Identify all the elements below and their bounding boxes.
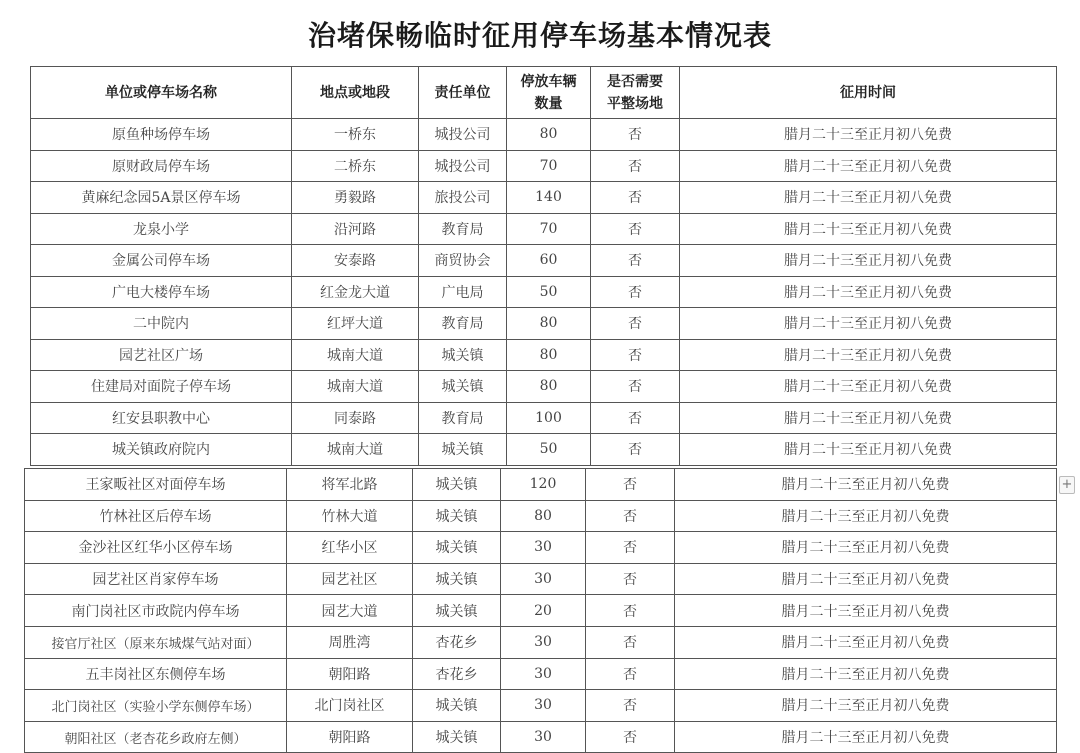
cell-leveling: 否 xyxy=(586,595,675,627)
table-row xyxy=(31,119,1057,151)
cell-name: 南门岗社区市政院内停车场 xyxy=(25,595,287,627)
cell-capacity: 30 xyxy=(501,721,586,753)
cell-leveling: 否 xyxy=(586,500,675,532)
cell-unit: 城关镇 xyxy=(419,434,507,466)
cell-time: 腊月二十三至正月初八免费 xyxy=(675,595,1057,627)
cell-leveling: 否 xyxy=(591,276,680,308)
cell-unit: 城关镇 xyxy=(413,595,501,627)
table-header-row xyxy=(31,67,1057,119)
header-capacity-line2: 数量 xyxy=(534,95,563,112)
cell-leveling: 否 xyxy=(591,150,680,182)
cell-name: 二中院内 xyxy=(31,308,292,340)
cell-time: 腊月二十三至正月初八免费 xyxy=(675,690,1057,722)
cell-unit: 城关镇 xyxy=(413,563,501,595)
cell-location: 城南大道 xyxy=(292,339,419,371)
table-row xyxy=(25,469,1057,501)
cell-time: 腊月二十三至正月初八免费 xyxy=(680,182,1057,214)
cell-capacity: 30 xyxy=(501,563,586,595)
cell-unit: 旅投公司 xyxy=(419,182,507,214)
cell-unit: 城关镇 xyxy=(413,469,501,501)
cell-location: 北门岗社区 xyxy=(287,690,413,722)
cell-name: 城关镇政府院内 xyxy=(31,434,292,466)
cell-location: 红坪大道 xyxy=(292,308,419,340)
cell-time: 腊月二十三至正月初八免费 xyxy=(680,434,1057,466)
table-row xyxy=(31,339,1057,371)
cell-location: 同泰路 xyxy=(292,402,419,434)
cell-name: 广电大楼停车场 xyxy=(31,276,292,308)
cell-time: 腊月二十三至正月初八免费 xyxy=(675,658,1057,690)
header-leveling xyxy=(591,67,680,119)
table-row xyxy=(25,658,1057,690)
cell-time: 腊月二十三至正月初八免费 xyxy=(680,119,1057,151)
cell-unit: 杏花乡 xyxy=(413,658,501,690)
cell-name: 原财政局停车场 xyxy=(31,150,292,182)
cell-location: 红金龙大道 xyxy=(292,276,419,308)
cell-time: 腊月二十三至正月初八免费 xyxy=(675,626,1057,658)
cell-unit: 城关镇 xyxy=(413,690,501,722)
cell-unit: 城投公司 xyxy=(419,119,507,151)
cell-leveling: 否 xyxy=(591,119,680,151)
table-row xyxy=(31,150,1057,182)
cell-leveling: 否 xyxy=(591,182,680,214)
cell-leveling: 否 xyxy=(591,213,680,245)
cell-name: 接官厅社区（原来东城煤气站对面） xyxy=(25,626,287,658)
cell-leveling: 否 xyxy=(591,339,680,371)
cell-location: 安泰路 xyxy=(292,245,419,277)
cell-capacity: 70 xyxy=(507,213,591,245)
cell-capacity: 140 xyxy=(507,182,591,214)
table-row xyxy=(25,563,1057,595)
cell-capacity: 120 xyxy=(501,469,586,501)
cell-location: 将军北路 xyxy=(287,469,413,501)
cell-name: 朝阳社区（老杏花乡政府左侧） xyxy=(25,721,287,753)
cell-unit: 城投公司 xyxy=(419,150,507,182)
cell-leveling: 否 xyxy=(591,245,680,277)
cell-location: 竹林大道 xyxy=(287,500,413,532)
cell-time: 腊月二十三至正月初八免费 xyxy=(675,500,1057,532)
cell-unit: 教育局 xyxy=(419,213,507,245)
cell-capacity: 30 xyxy=(501,658,586,690)
cell-location: 二桥东 xyxy=(292,150,419,182)
cell-time: 腊月二十三至正月初八免费 xyxy=(680,402,1057,434)
cell-name: 王家畈社区对面停车场 xyxy=(25,469,287,501)
cell-name: 龙泉小学 xyxy=(31,213,292,245)
cell-name: 园艺社区肖家停车场 xyxy=(25,563,287,595)
cell-location: 城南大道 xyxy=(292,371,419,403)
cell-leveling: 否 xyxy=(586,532,675,564)
cell-time: 腊月二十三至正月初八免费 xyxy=(680,213,1057,245)
table-row xyxy=(25,532,1057,564)
cell-capacity: 80 xyxy=(507,371,591,403)
header-unit: 责任单位 xyxy=(419,67,507,119)
table-row xyxy=(31,213,1057,245)
parking-table-top xyxy=(30,66,1057,466)
cell-name: 黄麻纪念园5A景区停车场 xyxy=(31,182,292,214)
cell-capacity: 20 xyxy=(501,595,586,627)
header-capacity-line1: 停放车辆 xyxy=(520,73,577,90)
cell-unit: 教育局 xyxy=(419,308,507,340)
cell-unit: 广电局 xyxy=(419,276,507,308)
cell-location: 一桥东 xyxy=(292,119,419,151)
document-title: 治堵保畅临时征用停车场基本情况表 xyxy=(307,19,772,52)
cell-capacity: 80 xyxy=(507,119,591,151)
cell-location: 沿河路 xyxy=(292,213,419,245)
table-row xyxy=(25,690,1057,722)
cell-time: 腊月二十三至正月初八免费 xyxy=(675,563,1057,595)
cell-time: 腊月二十三至正月初八免费 xyxy=(680,371,1057,403)
cell-capacity: 80 xyxy=(501,500,586,532)
cell-leveling: 否 xyxy=(586,469,675,501)
cell-leveling: 否 xyxy=(586,563,675,595)
cell-time: 腊月二十三至正月初八免费 xyxy=(680,308,1057,340)
cell-time: 腊月二十三至正月初八免费 xyxy=(675,532,1057,564)
header-location: 地点或地段 xyxy=(292,67,419,119)
cell-capacity: 70 xyxy=(507,150,591,182)
cell-capacity: 80 xyxy=(507,308,591,340)
cell-capacity: 60 xyxy=(507,245,591,277)
header-leveling-line2: 平整场地 xyxy=(607,95,663,112)
cell-name: 金沙社区红华小区停车场 xyxy=(25,532,287,564)
cell-name: 红安县职教中心 xyxy=(31,402,292,434)
table-row xyxy=(25,595,1057,627)
cell-location: 朝阳路 xyxy=(287,721,413,753)
cell-location: 园艺大道 xyxy=(287,595,413,627)
table-row xyxy=(25,626,1057,658)
cell-name: 五丰岗社区东侧停车场 xyxy=(25,658,287,690)
cell-location: 朝阳路 xyxy=(287,658,413,690)
cell-capacity: 80 xyxy=(507,339,591,371)
cell-leveling: 否 xyxy=(591,434,680,466)
cell-capacity: 30 xyxy=(501,626,586,658)
cell-leveling: 否 xyxy=(591,371,680,403)
header-name: 单位或停车场名称 xyxy=(31,67,292,119)
cell-unit: 城关镇 xyxy=(413,721,501,753)
table-row xyxy=(31,434,1057,466)
cell-location: 勇毅路 xyxy=(292,182,419,214)
table-row xyxy=(31,371,1057,403)
cell-time: 腊月二十三至正月初八免费 xyxy=(675,469,1057,501)
cell-unit: 教育局 xyxy=(419,402,507,434)
cell-name: 原鱼种场停车场 xyxy=(31,119,292,151)
cell-name: 住建局对面院子停车场 xyxy=(31,371,292,403)
cell-time: 腊月二十三至正月初八免费 xyxy=(680,150,1057,182)
cell-unit: 商贸协会 xyxy=(419,245,507,277)
cell-leveling: 否 xyxy=(591,402,680,434)
cell-capacity: 50 xyxy=(507,434,591,466)
cell-location: 城南大道 xyxy=(292,434,419,466)
cell-capacity: 50 xyxy=(507,276,591,308)
table-row xyxy=(31,182,1057,214)
header-capacity xyxy=(507,67,591,119)
cell-leveling: 否 xyxy=(586,626,675,658)
cell-time: 腊月二十三至正月初八免费 xyxy=(680,245,1057,277)
header-time: 征用时间 xyxy=(680,67,1057,119)
cell-unit: 城关镇 xyxy=(419,339,507,371)
cell-location: 园艺社区 xyxy=(287,563,413,595)
cell-time: 腊月二十三至正月初八免费 xyxy=(680,276,1057,308)
cell-location: 红华小区 xyxy=(287,532,413,564)
cell-time: 腊月二十三至正月初八免费 xyxy=(680,339,1057,371)
table-row xyxy=(25,500,1057,532)
cell-leveling: 否 xyxy=(586,721,675,753)
cell-leveling: 否 xyxy=(586,658,675,690)
cell-name: 园艺社区广场 xyxy=(31,339,292,371)
parking-table-bottom xyxy=(24,468,1057,753)
table-row xyxy=(31,402,1057,434)
cell-time: 腊月二十三至正月初八免费 xyxy=(675,721,1057,753)
cell-capacity: 30 xyxy=(501,690,586,722)
header-leveling-line1: 是否需要 xyxy=(607,73,663,90)
cell-leveling: 否 xyxy=(586,690,675,722)
table-row xyxy=(31,308,1057,340)
cell-capacity: 100 xyxy=(507,402,591,434)
table-row xyxy=(25,721,1057,753)
cell-capacity: 30 xyxy=(501,532,586,564)
cell-name: 竹林社区后停车场 xyxy=(25,500,287,532)
expand-table-icon[interactable]: + xyxy=(1059,476,1075,494)
table-row xyxy=(31,276,1057,308)
cell-location: 周胜湾 xyxy=(287,626,413,658)
table-row xyxy=(31,245,1057,277)
cell-unit: 城关镇 xyxy=(419,371,507,403)
cell-name: 北门岗社区（实验小学东侧停车场） xyxy=(25,690,287,722)
cell-unit: 城关镇 xyxy=(413,532,501,564)
cell-leveling: 否 xyxy=(591,308,680,340)
cell-unit: 杏花乡 xyxy=(413,626,501,658)
cell-unit: 城关镇 xyxy=(413,500,501,532)
cell-name: 金属公司停车场 xyxy=(31,245,292,277)
